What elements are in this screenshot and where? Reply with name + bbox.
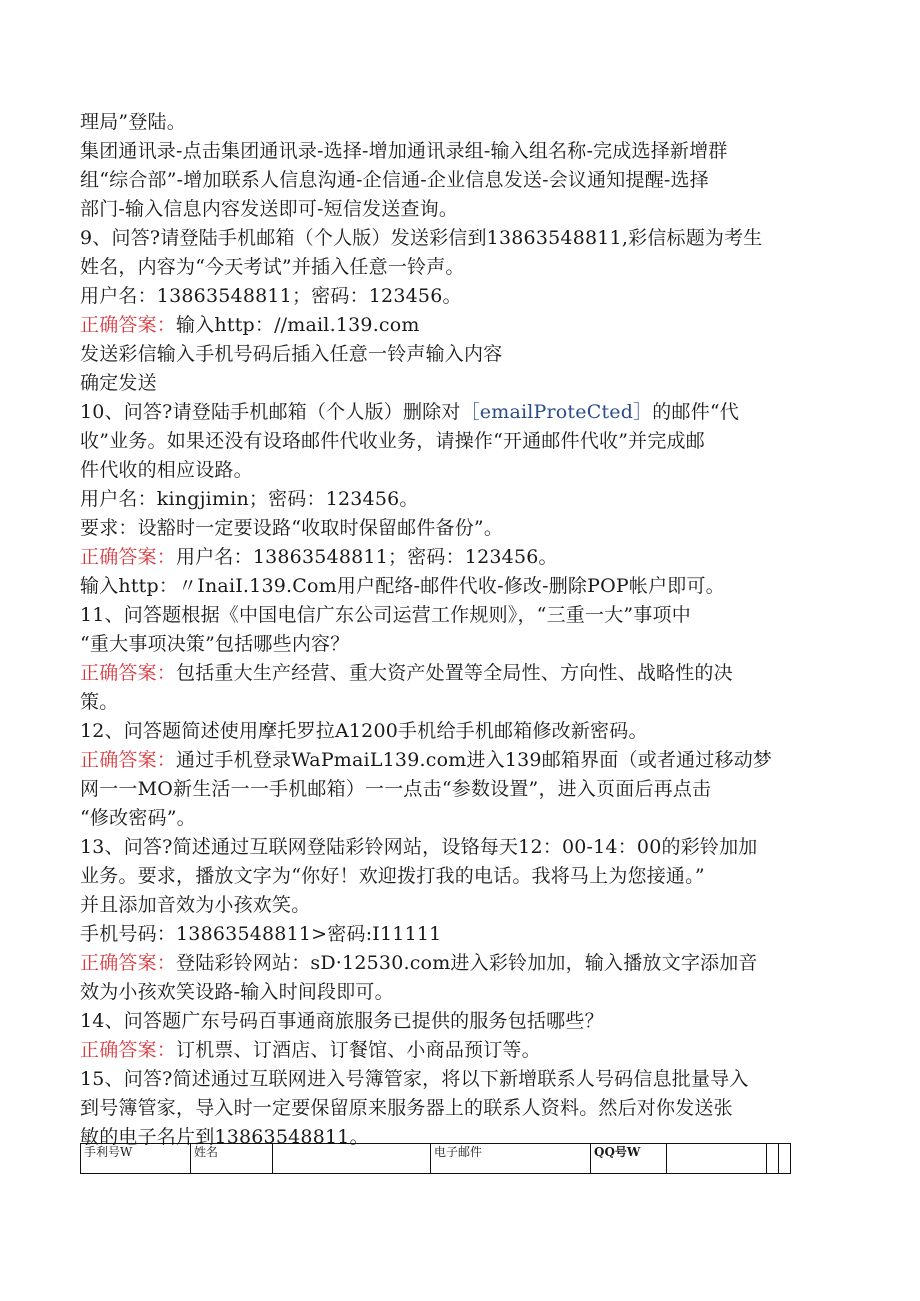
correct-answer-label: 正确答案： <box>80 1039 177 1061</box>
text-line <box>80 688 840 717</box>
table-header-cell: QQ号W <box>591 1144 667 1174</box>
text-line <box>80 456 840 485</box>
table-header-cell: 姓名 <box>191 1144 273 1174</box>
line-text: 用户名：13863548811；密码：123456。 <box>80 285 462 307</box>
table-header-cell <box>273 1144 431 1174</box>
text-line <box>80 137 840 166</box>
document-body <box>80 108 840 1152</box>
line-text: 9、问答?请登陆手机邮箱（个人版）发送彩信到13863548811,彩信标题为考生 <box>80 227 763 249</box>
text-line <box>80 717 840 746</box>
line-text: “重大事项决策”包括哪些内容？ <box>80 633 350 655</box>
line-text: 部门-输入信息内容发送即可-短信发送查询。 <box>80 198 459 220</box>
line-text: 包括重大生产经营、重大资产处置等全局性、方向性、战略性的决 <box>176 662 733 684</box>
correct-answer-label: 正确答案： <box>80 546 177 568</box>
line-text: 效为小孩欢笑设路-输入时间段即可。 <box>80 981 394 1003</box>
text-line <box>80 572 840 601</box>
line-text: 登陆彩铃网站：sD·12530.com进入彩铃加加，输入播放文字添加音 <box>176 952 758 974</box>
text-line <box>80 833 840 862</box>
text-line <box>80 166 840 195</box>
table-header-cell: 电子邮件 <box>431 1144 591 1174</box>
text-line <box>80 978 840 1007</box>
line-text: 姓名，内容为“今天考试”并插入任意一铃声。 <box>80 256 465 278</box>
text-line <box>80 369 840 398</box>
line-text: 业务。要求，播放文字为“你好！欢迎拨打我的电话。我将马上为您接通。” <box>80 865 705 887</box>
text-line <box>80 311 840 340</box>
text-line <box>80 601 840 630</box>
line-text: 输入http：//mail.139.com <box>176 314 420 336</box>
text-line <box>80 659 840 688</box>
text-line <box>80 775 840 804</box>
line-text: “修改密码”。 <box>80 807 196 829</box>
text-line <box>80 1065 840 1094</box>
table-header-cell <box>779 1144 791 1174</box>
table-header-row <box>81 1144 791 1174</box>
text-line <box>80 920 840 949</box>
table-header-cell <box>767 1144 779 1174</box>
line-text: 件代收的相应设路。 <box>80 459 253 481</box>
text-line <box>80 891 840 920</box>
text-line <box>80 282 840 311</box>
correct-answer-label: 正确答案： <box>80 662 177 684</box>
line-text: 13、问答?简述通过互联网登陆彩铃网站，设铬每天12：00-14：00的彩铃加加 <box>80 836 758 858</box>
line-text: 订机票、订酒店、订餐馆、小商品预订等。 <box>176 1039 541 1061</box>
text-line <box>80 862 840 891</box>
correct-answer-label: 正确答案： <box>80 952 177 974</box>
line-text: 10、问答?请登陆手机邮箱（个人版）删除对 <box>80 401 461 423</box>
line-text: 发送彩信输入手机号码后插入任意一铃声输入内容 <box>80 343 503 365</box>
text-line <box>80 949 840 978</box>
line-text: 理局”登陆。 <box>80 111 186 133</box>
line-text: 12、问答题简述使用摩托罗拉A1200手机给手机邮箱修改新密码。 <box>80 720 648 742</box>
text-line <box>80 485 840 514</box>
text-line <box>80 398 840 427</box>
line-text: 敏的电子名片到13863548811。 <box>80 1126 369 1148</box>
table-header-cell <box>667 1144 767 1174</box>
line-text: 确定发送 <box>80 372 157 394</box>
line-text: 14、问答题广东号码百事通商旅服务已提供的服务包括哪些？ <box>80 1010 604 1032</box>
line-text: 并且添加音效为小孩欢笑。 <box>80 894 311 916</box>
text-line <box>80 1007 840 1036</box>
line-text: 到号簿管家，导入时一定要保留原来服务器上的联系人资料。然后对你发送张 <box>80 1097 733 1119</box>
line-text: 输入http：〃InaiI.139.Com用户配络-邮件代收-修改-删除POP帐户即可。 <box>80 575 725 597</box>
line-text: 的邮件“代 <box>652 401 740 423</box>
text-line <box>80 746 840 775</box>
text-line <box>80 514 840 543</box>
text-line <box>80 195 840 224</box>
correct-answer-label: 正确答案： <box>80 749 177 771</box>
line-text: 11、问答题根据《中国电信广东公司运营工作规则》，“三重一大”事项中 <box>80 604 691 626</box>
text-line <box>80 224 840 253</box>
line-text: 用户名：13863548811；密码：123456。 <box>176 546 558 568</box>
text-line <box>80 1094 840 1123</box>
line-text: 收”业务。如果还没有设珞邮件代收业务，请操作“开通邮件代收”并完成邮 <box>80 430 705 452</box>
text-line <box>80 340 840 369</box>
email-protected-link[interactable]: ［emailProteCted］ <box>460 401 653 423</box>
line-text: 网一一MO新生活一一手机邮箱）一一点击“参数设置”，进入页面后再点击 <box>80 778 712 800</box>
line-text: 通过手机登录WaPmaiL139.com进入139邮箱界面（或者通过移动梦 <box>176 749 773 771</box>
text-line <box>80 804 840 833</box>
correct-answer-label: 正确答案： <box>80 314 177 336</box>
text-line <box>80 427 840 456</box>
line-text: 要求：设豁时一定要设路“收取时保留邮件备份”。 <box>80 517 504 539</box>
line-text: 15、问答?简述通过互联网进入号簿管家，将以下新增联系人号码信息批量导入 <box>80 1068 749 1090</box>
line-text: 策。 <box>80 691 119 713</box>
text-line <box>80 1036 840 1065</box>
text-line <box>80 253 840 282</box>
table-header-cell: 手利号W <box>81 1144 191 1174</box>
text-line <box>80 630 840 659</box>
line-text: 用户名：kingjimin；密码：123456。 <box>80 488 419 510</box>
line-text: 手机号码：13863548811>密码:I11111 <box>80 923 442 945</box>
line-text: 集团通讯录-点击集团通讯录-选择-增加通讯录组-输入组名称-完成选择新增群 <box>80 140 728 162</box>
line-text: 组“综合部”-增加联系人信息沟通-企信通-企业信息发送-会议通知提醒-选择 <box>80 169 709 191</box>
contact-field-table <box>80 1143 791 1174</box>
text-line <box>80 543 840 572</box>
text-line <box>80 108 840 137</box>
